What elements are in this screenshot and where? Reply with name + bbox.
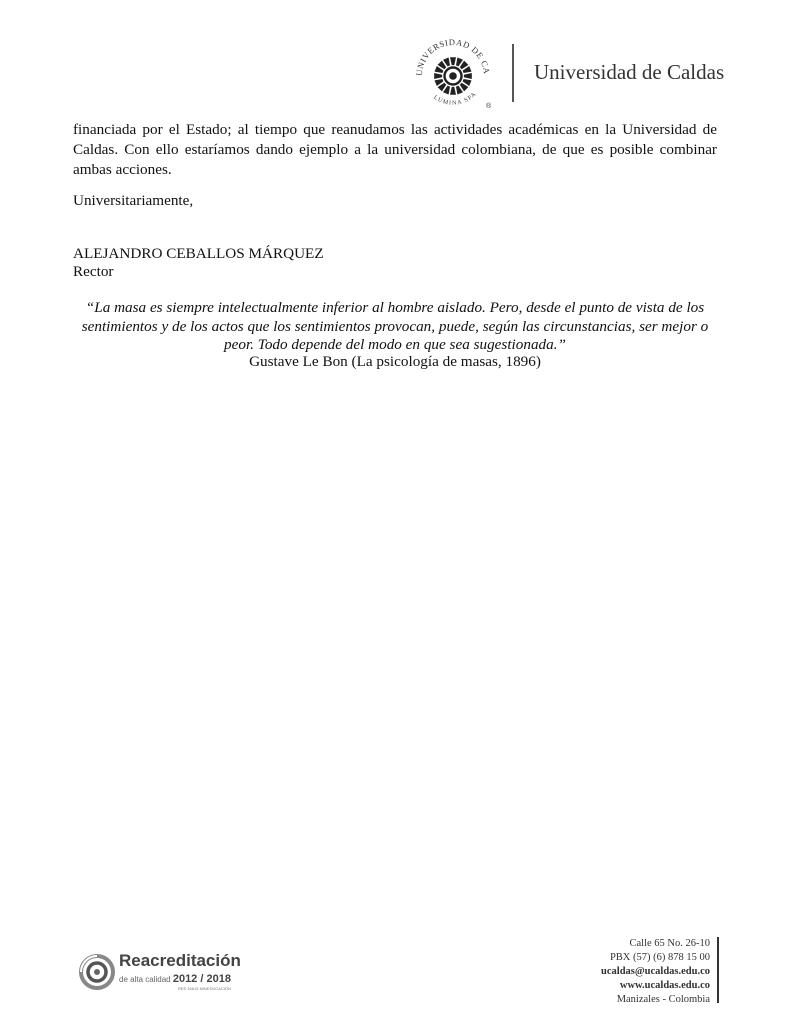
- accreditation-subtitle-line: [119, 973, 231, 985]
- accreditation-years: 2012 / 2018: [172, 973, 231, 985]
- body-paragraph: financiada por el Estado; al tiempo que reanudamos las actividades académicas en la Universidad de Caldas. Con ello estaríamos dando ejemplo a la universidad colombiana, de que es posible combinar ambas acciones.: [73, 121, 717, 178]
- accreditation-title: Reacreditación: [119, 951, 241, 970]
- contact-city: Manizales - Colombia: [616, 994, 710, 1005]
- contact-block: [601, 937, 710, 1007]
- letter-closing: Universitariamente,: [73, 192, 194, 209]
- contact-address: Calle 65 No. 26-10: [629, 938, 710, 949]
- contact-divider: [717, 937, 719, 1003]
- sun-ray: [450, 57, 456, 65]
- registered-mark: ®: [486, 103, 492, 110]
- contact-website: www.ucaldas.edu.co: [619, 980, 710, 991]
- accreditation-resolution: RES 16615 MINEDUCACIÓN: [178, 986, 231, 991]
- sun-ray: [434, 73, 442, 79]
- quote-text: “La masa es siempre intelectualmente inferior al hombre aislado. Pero, desde el punto de vista de los sentimientos y de los actos que los sentimientos provocan, puede, según las circunstancias, ser mejor o peor. Todo depende del modo en que sea sugestionada.”: [81, 299, 709, 353]
- seal-text-top: UNIVERSIDAD DE CA: [413, 36, 493, 77]
- university-seal-logo: [408, 30, 498, 118]
- accreditation-logo: [78, 950, 278, 995]
- contact-phone: PBX (57) (6) 878 15 00: [609, 952, 710, 963]
- signer-name: ALEJANDRO CEBALLOS MÁRQUEZ: [73, 245, 324, 262]
- seal-text-bottom: LUMINA SPA: [432, 91, 479, 107]
- contact-email: ucaldas@ucaldas.edu.co: [601, 966, 710, 977]
- sun-ray: [450, 87, 456, 95]
- signer-role: Rector: [73, 263, 114, 280]
- quote-author: Gustave Le Bon (La psicología de masas, 1896): [249, 353, 541, 370]
- accreditation-swirl-icon: [78, 950, 118, 995]
- sun-ray: [464, 73, 472, 79]
- accreditation-subtitle: de alta calidad: [119, 975, 171, 984]
- institution-name: Universidad de Caldas: [534, 60, 725, 84]
- header-divider: [512, 44, 514, 102]
